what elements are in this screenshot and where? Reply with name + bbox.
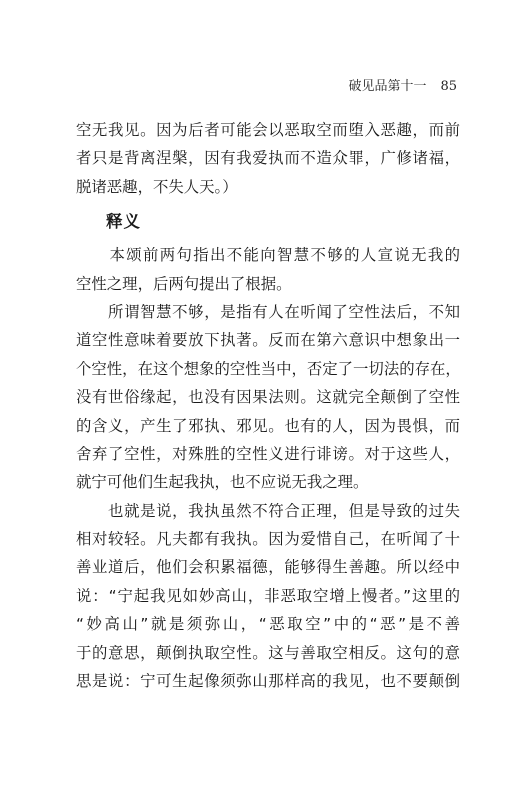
- text-line: 者只是背离涅槃，因有我爱执而不造众罪，广修诸福，: [76, 149, 460, 168]
- paragraph: [76, 497, 460, 696]
- text-line: 道空性意味着要放下执著。反而在第六意识中想象出一: [76, 331, 460, 350]
- text-line: 于的意思，颠倒执取空性。这与善取空相反。这句的意: [76, 643, 460, 662]
- text-line: 善业道后，他们会积累福德，能够得生善趣。所以经中: [76, 558, 460, 577]
- text-line: 空无我见。因为后者可能会以恶取空而堕入恶趣，而前: [76, 121, 460, 139]
- text-line: 本颂前两句指出不能向智慧不够的人宣说无我的: [76, 246, 460, 265]
- text-line: 脱诸恶趣，不失人天。）: [76, 177, 238, 196]
- section-heading: 释义: [106, 212, 141, 232]
- text-line: 舍弃了空性，对殊胜的空性义进行诽谤。对于这些人，: [76, 444, 460, 463]
- text-line: 相对较轻。凡夫都有我执。因为爱惜自己，在听闻了十: [76, 530, 460, 549]
- running-header: [348, 75, 457, 94]
- page-number: 85: [440, 79, 457, 94]
- text-line: 说：“宁起我见如妙高山，非恶取空增上慢者。”这里的: [76, 586, 460, 605]
- text-line: 就宁可他们生起我执，也不应说无我之理。: [76, 473, 369, 492]
- paragraph: [76, 298, 460, 497]
- text-line: 思是说：宁可生起像须弥山那样高的我见，也不要颠倒: [76, 672, 460, 691]
- text-line: 没有世俗缘起，也没有因果法则。这就完全颠倒了空性: [76, 388, 460, 407]
- text-line: “妙高山”就是须弥山，“恶取空”中的“恶”是不善: [76, 615, 460, 634]
- text-line: 所谓智慧不够，是指有人在听闻了空性法后，不知: [76, 302, 460, 321]
- paragraph: [76, 241, 460, 298]
- text-line: 也就是说，我执虽然不符合正理，但是导致的过失: [76, 501, 460, 520]
- text-line: 的含义，产生了邪执、邪见。也有的人，因为畏惧，而: [76, 416, 460, 435]
- text-line: 个空性，在这个想象的空性当中，否定了一切法的存在，: [76, 359, 461, 378]
- chapter-title: 破见品第十一: [348, 79, 427, 94]
- body-text: [76, 116, 460, 695]
- paragraph: [76, 116, 460, 201]
- text-line: 空性之理，后两句提出了根据。: [76, 274, 292, 293]
